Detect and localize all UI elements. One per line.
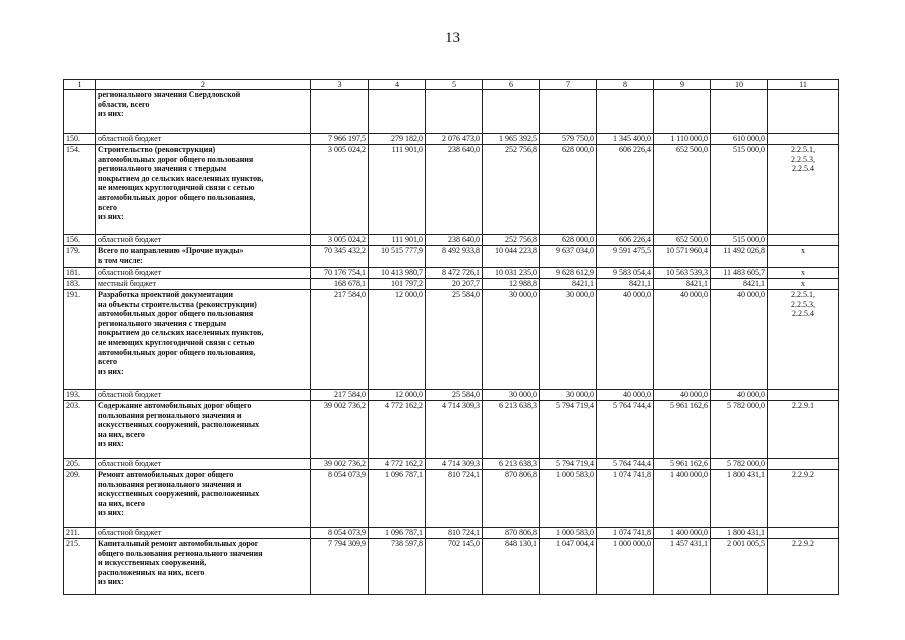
value-cell: 279 182,0: [369, 134, 426, 145]
value-cell: 606 226,4: [597, 235, 654, 246]
row-description: Всего по направлению «Прочие нужды» в том числе:: [96, 246, 311, 268]
value-cell: 870 806,8: [483, 528, 540, 539]
row-number: 205.: [64, 459, 96, 470]
value-cell: 10 571 960,4: [654, 246, 711, 268]
value-cell: 1 457 431,1: [654, 539, 711, 595]
value-cell: [369, 90, 426, 134]
row-description: Строительство (реконструкция) автомобильных дорог общего пользования регионального значения с твердым покрытием до сельских населенных пунктов, не имеющих круглогодичной связи с сетью автомобильных дорог общего пользования, всего из них:: [96, 145, 311, 235]
value-cell: 111 901,0: [369, 235, 426, 246]
value-cell: 217 584,0: [311, 390, 369, 401]
value-cell: 8 472 726,1: [426, 268, 483, 279]
reference-cell: [768, 528, 839, 539]
table-row: [64, 134, 839, 145]
value-cell: 5 764 744,4: [597, 459, 654, 470]
row-number: 203.: [64, 401, 96, 459]
value-cell: 12 988,8: [483, 279, 540, 290]
table-row: [64, 290, 839, 390]
column-header: 2: [96, 80, 311, 90]
row-number: 150.: [64, 134, 96, 145]
row-description: областной бюджет: [96, 390, 311, 401]
value-cell: 10 563 539,3: [654, 268, 711, 279]
table-row: [64, 528, 839, 539]
value-cell: 70 345 432,2: [311, 246, 369, 268]
value-cell: 30 000,0: [483, 390, 540, 401]
value-cell: 238 640,0: [426, 235, 483, 246]
row-number: [64, 90, 96, 134]
row-description: областной бюджет: [96, 268, 311, 279]
value-cell: 1 096 787,1: [369, 470, 426, 528]
row-number: 179.: [64, 246, 96, 268]
column-header: 10: [711, 80, 768, 90]
reference-cell: [768, 235, 839, 246]
value-cell: 12 000,0: [369, 290, 426, 390]
value-cell: 1 800 431,1: [711, 470, 768, 528]
table-row: [64, 401, 839, 459]
value-cell: 628 000,0: [540, 235, 597, 246]
row-description: областной бюджет: [96, 235, 311, 246]
value-cell: 10 031 235,0: [483, 268, 540, 279]
value-cell: 1 074 741,8: [597, 528, 654, 539]
table-row: [64, 268, 839, 279]
value-cell: 39 002 736,2: [311, 459, 369, 470]
value-cell: 870 806,8: [483, 470, 540, 528]
value-cell: 70 176 754,1: [311, 268, 369, 279]
value-cell: 4 714 309,3: [426, 401, 483, 459]
table-row: [64, 470, 839, 528]
row-number: 209.: [64, 470, 96, 528]
value-cell: 5 782 000,0: [711, 459, 768, 470]
reference-cell: [768, 90, 839, 134]
table-row: [64, 90, 839, 134]
row-description: Содержание автомобильных дорог общего пользования регионального значения и искусственных сооружений, расположенных на них, всего из них:: [96, 401, 311, 459]
value-cell: 252 756,8: [483, 235, 540, 246]
value-cell: 25 584,0: [426, 290, 483, 390]
value-cell: 628 000,0: [540, 145, 597, 235]
value-cell: 5 961 162,6: [654, 459, 711, 470]
value-cell: 515 000,0: [711, 235, 768, 246]
value-cell: 30 000,0: [483, 290, 540, 390]
value-cell: 579 750,0: [540, 134, 597, 145]
row-description: областной бюджет: [96, 528, 311, 539]
value-cell: 217 584,0: [311, 290, 369, 390]
value-cell: 40 000,0: [597, 390, 654, 401]
row-number: 154.: [64, 145, 96, 235]
table-row: [64, 539, 839, 595]
value-cell: 2 076 473,0: [426, 134, 483, 145]
row-number: 181.: [64, 268, 96, 279]
column-header: 11: [768, 80, 839, 90]
column-header: 5: [426, 80, 483, 90]
value-cell: 252 756,8: [483, 145, 540, 235]
reference-cell: [768, 459, 839, 470]
value-cell: 652 500,0: [654, 235, 711, 246]
value-cell: 1 000 583,0: [540, 470, 597, 528]
value-cell: 238 640,0: [426, 145, 483, 235]
row-number: 156.: [64, 235, 96, 246]
table-row: [64, 459, 839, 470]
value-cell: 8421,1: [654, 279, 711, 290]
value-cell: 738 597,8: [369, 539, 426, 595]
value-cell: [540, 90, 597, 134]
page-number: 13: [445, 30, 460, 46]
row-number: 193.: [64, 390, 96, 401]
value-cell: 40 000,0: [597, 290, 654, 390]
value-cell: [597, 90, 654, 134]
value-cell: 9 583 054,4: [597, 268, 654, 279]
value-cell: 810 724,1: [426, 528, 483, 539]
value-cell: 20 207,7: [426, 279, 483, 290]
value-cell: 11 483 605,7: [711, 268, 768, 279]
value-cell: 8 054 073,9: [311, 470, 369, 528]
value-cell: [426, 90, 483, 134]
value-cell: 1 096 787,1: [369, 528, 426, 539]
table-row: [64, 145, 839, 235]
reference-cell: 2.2.9.2: [768, 470, 839, 528]
value-cell: [654, 90, 711, 134]
row-description: Капитальный ремонт автомобильных дорог общего пользования регионального значения и искусственных сооружений, расположенных на них, всего из них:: [96, 539, 311, 595]
reference-cell: x: [768, 279, 839, 290]
value-cell: 8421,1: [540, 279, 597, 290]
value-cell: 1 074 741,8: [597, 470, 654, 528]
row-description: местный бюджет: [96, 279, 311, 290]
column-header: 6: [483, 80, 540, 90]
value-cell: 5 782 000,0: [711, 401, 768, 459]
value-cell: 1 965 392,5: [483, 134, 540, 145]
value-cell: 3 005 024,2: [311, 235, 369, 246]
value-cell: 8421,1: [597, 279, 654, 290]
reference-cell: x: [768, 268, 839, 279]
value-cell: 10 413 980,7: [369, 268, 426, 279]
column-header: 8: [597, 80, 654, 90]
value-cell: 8 492 933,8: [426, 246, 483, 268]
value-cell: 1 400 000,0: [654, 528, 711, 539]
column-header: 1: [64, 80, 96, 90]
column-header: 7: [540, 80, 597, 90]
value-cell: 1 400 000,0: [654, 470, 711, 528]
value-cell: 8 054 073,9: [311, 528, 369, 539]
value-cell: 7 966 197,5: [311, 134, 369, 145]
budget-table: [63, 79, 839, 595]
value-cell: 5 794 719,4: [540, 459, 597, 470]
value-cell: 2 001 005,5: [711, 539, 768, 595]
value-cell: 40 000,0: [711, 390, 768, 401]
column-header: 4: [369, 80, 426, 90]
row-description: областной бюджет: [96, 459, 311, 470]
value-cell: 8421,1: [711, 279, 768, 290]
column-header: 9: [654, 80, 711, 90]
value-cell: 10 515 777,9: [369, 246, 426, 268]
value-cell: 12 000,0: [369, 390, 426, 401]
value-cell: 606 226,4: [597, 145, 654, 235]
value-cell: 40 000,0: [654, 290, 711, 390]
row-description: Ремонт автомобильных дорог общего пользования регионального значения и искусственных сооружений, расположенных на них, всего из них:: [96, 470, 311, 528]
value-cell: 1 000 583,0: [540, 528, 597, 539]
value-cell: [483, 90, 540, 134]
reference-cell: 2.2.5.1, 2.2.5.3, 2.2.5.4: [768, 145, 839, 235]
reference-cell: 2.2.9.2: [768, 539, 839, 595]
reference-cell: [768, 134, 839, 145]
value-cell: 5 794 719,4: [540, 401, 597, 459]
value-cell: 1 047 004,4: [540, 539, 597, 595]
value-cell: 9 637 034,0: [540, 246, 597, 268]
row-description: регионального значения Свердловской области, всего из них:: [96, 90, 311, 134]
value-cell: 30 000,0: [540, 390, 597, 401]
reference-cell: x: [768, 246, 839, 268]
row-number: 215.: [64, 539, 96, 595]
value-cell: 9 628 612,9: [540, 268, 597, 279]
value-cell: 1 110 000,0: [654, 134, 711, 145]
value-cell: 25 584,0: [426, 390, 483, 401]
value-cell: 5 764 744,4: [597, 401, 654, 459]
value-cell: 848 130,1: [483, 539, 540, 595]
value-cell: 810 724,1: [426, 470, 483, 528]
value-cell: 39 002 736,2: [311, 401, 369, 459]
value-cell: 1 345 400,0: [597, 134, 654, 145]
value-cell: 6 213 638,3: [483, 401, 540, 459]
value-cell: 40 000,0: [654, 390, 711, 401]
value-cell: 5 961 162,6: [654, 401, 711, 459]
value-cell: 11 492 026,8: [711, 246, 768, 268]
row-description: Разработка проектной документации на объекты строительства (реконструкции) автомобильных дорог общего пользования регионального значения с твердым покрытием до сельских населенных пунктов, не имеющих круглогодичной связи с сетью автомобильных дорог общего пользования, всего из них:: [96, 290, 311, 390]
value-cell: 7 794 309,9: [311, 539, 369, 595]
row-number: 211.: [64, 528, 96, 539]
value-cell: 111 901,0: [369, 145, 426, 235]
value-cell: 610 000,0: [711, 134, 768, 145]
value-cell: 3 005 024,2: [311, 145, 369, 235]
value-cell: 652 500,0: [654, 145, 711, 235]
value-cell: 6 213 638,3: [483, 459, 540, 470]
reference-cell: 2.2.5.1, 2.2.5.3, 2.2.5.4: [768, 290, 839, 390]
row-number: 183.: [64, 279, 96, 290]
value-cell: [711, 90, 768, 134]
value-cell: 168 678,1: [311, 279, 369, 290]
value-cell: 9 591 475,5: [597, 246, 654, 268]
value-cell: 30 000,0: [540, 290, 597, 390]
row-number: 191.: [64, 290, 96, 390]
table-row: [64, 279, 839, 290]
row-description: областной бюджет: [96, 134, 311, 145]
value-cell: 515 000,0: [711, 145, 768, 235]
reference-cell: 2.2.9.1: [768, 401, 839, 459]
table-header-row: [64, 80, 839, 90]
table-row: [64, 390, 839, 401]
value-cell: 1 800 431,1: [711, 528, 768, 539]
value-cell: 4 772 162,2: [369, 459, 426, 470]
column-header: 3: [311, 80, 369, 90]
value-cell: [311, 90, 369, 134]
value-cell: 1 000 000,0: [597, 539, 654, 595]
value-cell: 4 772 162,2: [369, 401, 426, 459]
value-cell: 101 797,2: [369, 279, 426, 290]
table-row: [64, 235, 839, 246]
value-cell: 702 145,0: [426, 539, 483, 595]
table-row: [64, 246, 839, 268]
value-cell: 40 000,0: [711, 290, 768, 390]
value-cell: 4 714 309,3: [426, 459, 483, 470]
reference-cell: [768, 390, 839, 401]
value-cell: 10 044 223,8: [483, 246, 540, 268]
